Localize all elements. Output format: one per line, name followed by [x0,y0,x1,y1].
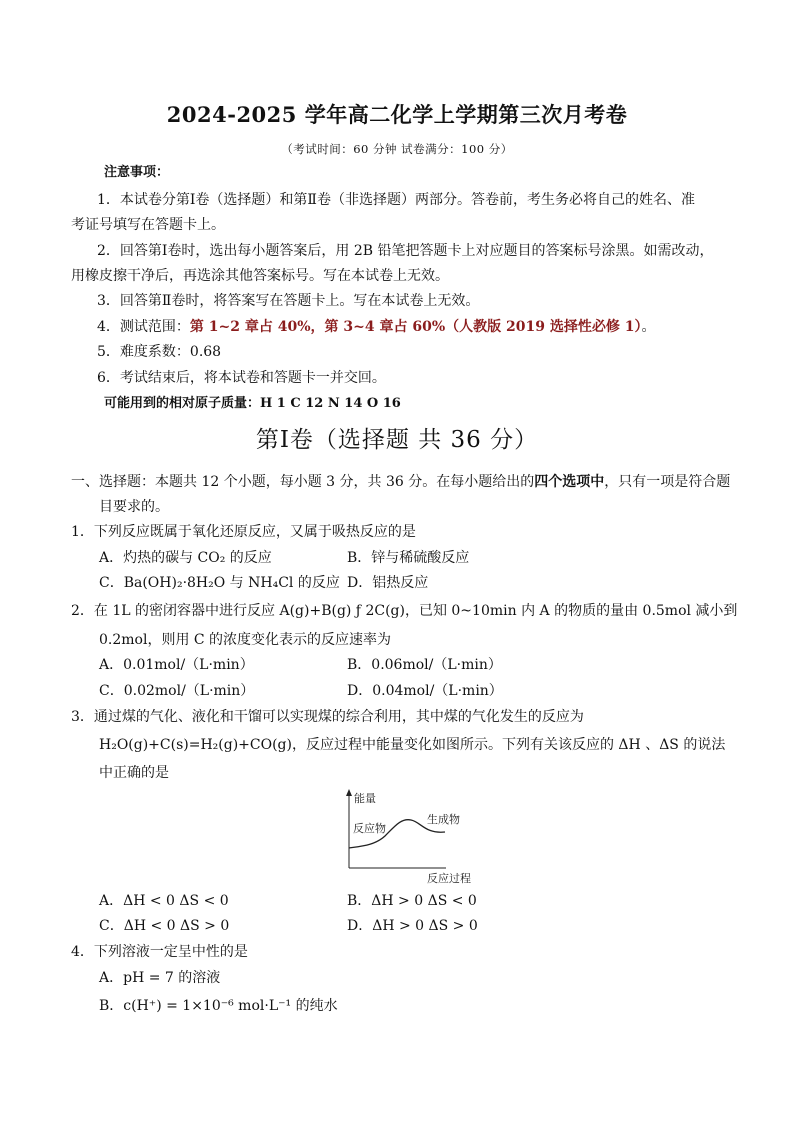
notice-item-1-line-2: 考证号填写在答题卡上。 [71,217,225,233]
q2-option-a: A．0.01mol/（L·min） [99,657,254,673]
notice-item-1-line-1: 1．本试卷分第Ⅰ卷（选择题）和第Ⅱ卷（非选择题）两部分。答卷前，考生务必将自己的姓名、准 [97,192,695,208]
notice-item-4-suffix: 。 [641,319,656,335]
test-scope: 第 1~2 章占 40%，第 3~4 章占 60%（人教版 2019 选择性必修 1） [189,319,642,335]
part1-intro-line-1 [71,472,730,492]
q3-option-a: A．ΔH < 0 ΔS < 0 [99,893,229,909]
exam-subtitle: （考试时间：60 分钟 试卷满分：100 分） [281,142,513,156]
notice-item-4-prefix: 4．测试范围： [97,319,190,335]
q2-stem-line-1: 2．在 1L 的密闭容器中进行反应 A(g)+B(g) ƒ 2C(g)，已知 0~10min 内 A 的物质的量由 0.5mol 减小到 [71,603,738,619]
notice-item-4 [97,317,656,337]
q2-option-c: C．0.02mol/（L·min） [99,683,255,699]
q1-stem: 1．下列反应既属于氧化还原反应，又属于吸热反应的是 [71,524,416,540]
notice-item-6: 6．考试结束后，将本试卷和答题卡一并交回。 [97,370,386,386]
part1-intro-a: 一、选择题：本题共 12 个小题，每小题 3 分，共 36 分。在每小题给出的 [71,474,535,490]
notice-heading: 注意事项： [104,165,170,180]
q3-stem-line-2: H₂O(g)+C(s)=H₂(g)+CO(g)，反应过程中能量变化如图所示。下列有关该反应的 ΔH 、ΔS 的说法 [99,737,726,753]
q1-option-b: B．锌与稀硫酸反应 [347,550,470,566]
q2-option-b: B．0.06mol/（L·min） [347,657,502,673]
q3-option-c: C．ΔH < 0 ΔS > 0 [99,918,230,934]
notice-item-3: 3．回答第Ⅱ卷时，将答案写在答题卡上。写在本试卷上无效。 [97,293,480,309]
q1-option-d: D．铝热反应 [347,575,429,591]
q2-option-d: D．0.04mol/（L·min） [347,683,503,699]
notice-item-2-line-1: 2．回答第Ⅰ卷时，选出每小题答案后，用 2B 铅笔把答题卡上对应题目的答案标号涂黑。如需改动， [97,243,714,259]
notice-item-2-line-2: 用橡皮擦干净后，再选涂其他答案标号。写在本试卷上无效。 [71,268,449,284]
product-label: 生成物 [427,813,460,826]
q1-option-a: A．灼热的碳与 CO₂ 的反应 [99,550,272,566]
q1-option-c: C．Ba(OH)₂·8H₂O 与 NH₄Cl 的反应 [99,575,340,591]
q3-option-b: B．ΔH > 0 ΔS < 0 [347,893,477,909]
q4-stem: 4．下列溶液一定呈中性的是 [71,944,248,960]
q4-option-b: B．c(H⁺) = 1×10⁻⁶ mol·L⁻¹ 的纯水 [99,998,338,1014]
part1-intro-line-2: 目要求的。 [99,499,169,515]
energy-profile-diagram [341,788,481,888]
part1-intro-emphasis: 四个选项中 [534,474,605,490]
q2-stem-line-2: 0.2mol，则用 C 的浓度变化表示的反应速率为 [99,632,392,648]
q3-option-d: D．ΔH > 0 ΔS > 0 [347,918,478,934]
q3-stem-line-1: 3．通过煤的气化、液化和干馏可以实现煤的综合利用，其中煤的气化发生的反应为 [71,709,584,725]
part1-intro-c: ，只有一项是符合题 [604,474,731,490]
energy-y-axis-arrow [346,789,352,796]
q4-option-a: A．pH = 7 的溶液 [99,970,221,986]
section-title: 第Ⅰ卷（选择题 共 36 分） [255,427,539,453]
notice-item-5: 5．难度系数：0.68 [97,344,222,360]
exam-title: 2024-2025 学年高二化学上学期第三次月考卷 [166,102,628,127]
energy-y-label: 能量 [354,792,376,805]
q3-stem-line-3: 中正确的是 [99,765,169,781]
reactant-label: 反应物 [353,822,386,835]
energy-x-label: 反应过程 [427,872,471,885]
atomic-mass-line: 可能用到的相对原子质量：H 1 C 12 N 14 O 16 [104,396,401,411]
